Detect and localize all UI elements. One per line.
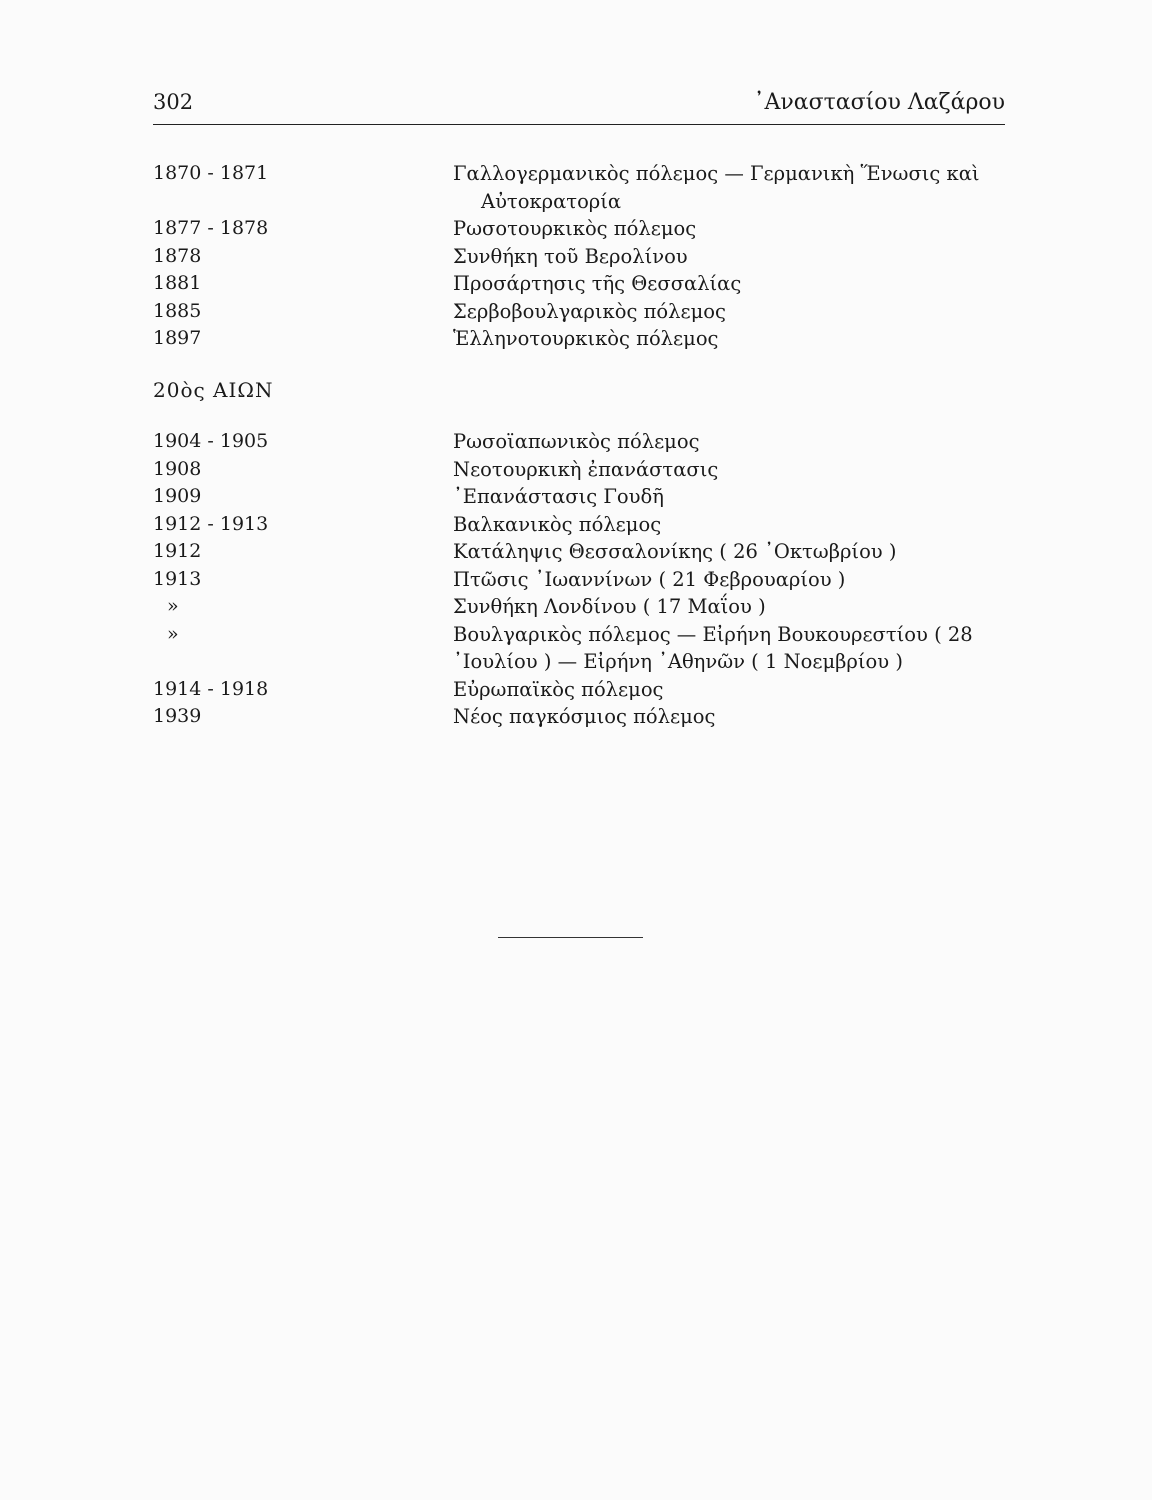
entry-year: 1908 <box>153 457 202 480</box>
entry-year-ditto: » <box>167 622 179 645</box>
entry-event: ᾽Επανάστασις Γουδῆ <box>453 485 664 508</box>
entry-event-text: Γαλλογερμανικὸς πόλεμος — Γερμανικὴ Ἕνωσις καὶ <box>453 162 980 185</box>
entry-event-continuation: Αὐτοκρατορία <box>481 189 622 213</box>
entry-year: 1939 <box>153 705 202 727</box>
chronology-entry <box>153 298 1013 326</box>
chronology-entry <box>153 538 1013 566</box>
entry-event: Νέος παγκόσμιος πόλεμος <box>453 705 716 728</box>
chronology-entry <box>153 676 1013 704</box>
page-header <box>153 86 1005 125</box>
entry-year: 1914 - 1918 <box>153 677 269 700</box>
entry-event: Ρωσοϊαπωνικὸς πόλεμος <box>453 430 700 453</box>
entry-year: 1881 <box>153 272 202 294</box>
entry-year: 1885 <box>153 299 202 322</box>
chronology-entry <box>153 593 1013 621</box>
chronology-entry <box>153 621 1013 676</box>
entry-event <box>453 160 1013 215</box>
chronology-entry <box>153 215 1013 243</box>
entry-event: Συνθήκη Λονδίνου ( 17 Μαΐου ) <box>453 595 766 618</box>
entry-event: Ρωσοτουρκικὸς πόλεμος <box>453 217 697 240</box>
entry-event-text: Βουλγαρικὸς πόλεμος — Εἰρήνη Βουκουρεστίου ( 28 <box>453 622 973 646</box>
entry-event: Πτῶσις ᾽Ιωαννίνων ( 21 Φεβρουαρίου ) <box>453 567 846 591</box>
running-head: ᾽Αναστασίου Λαζάρου <box>753 90 1005 115</box>
entry-year: 1878 <box>153 244 202 267</box>
chronology-entry <box>153 270 1013 298</box>
entry-year: 1913 <box>153 567 202 590</box>
entry-year: 1912 - 1913 <box>153 512 269 535</box>
chronology-entry <box>153 703 1013 731</box>
entry-year: 1870 - 1871 <box>153 162 269 184</box>
entry-event: Κατάληψις Θεσσαλονίκης ( 26 ᾽Οκτωβρίου ) <box>453 540 897 563</box>
chronology-entry <box>153 456 1013 484</box>
entry-event-continuation: ᾽Ιουλίου ) — Εἰρήνη ᾽Αθηνῶν ( 1 Νοεμβρίου ) <box>453 650 903 673</box>
entry-year: 1904 - 1905 <box>153 430 269 452</box>
entry-year: 1877 - 1878 <box>153 217 269 239</box>
end-divider <box>498 937 643 938</box>
chronology-entry <box>153 483 1013 511</box>
entry-event: Νεοτουρκικὴ ἐπανάστασις <box>453 457 719 481</box>
entry-year: 1909 <box>153 485 202 507</box>
chronology-list <box>153 160 1013 731</box>
chronology-entry <box>153 428 1013 456</box>
chronology-entry <box>153 243 1013 271</box>
chronology-entry <box>153 566 1013 594</box>
chronology-entry <box>153 325 1013 353</box>
entry-event: Συνθήκη τοῦ Βερολίνου <box>453 244 688 268</box>
chronology-entry <box>153 160 1013 215</box>
century-heading: 20ὸς ΑΙΩΝ <box>153 377 274 402</box>
entry-event: Ἑλληνοτουρκικὸς πόλεμος <box>453 327 719 350</box>
entry-event: Προσάρτησις τῆς Θεσσαλίας <box>453 272 742 295</box>
chronology-entry <box>153 511 1013 539</box>
page-number: 302 <box>153 90 194 114</box>
entry-year: 1912 <box>153 540 202 562</box>
entry-event: Βαλκανικὸς πόλεμος <box>453 512 662 536</box>
entry-event <box>453 621 1013 676</box>
entry-year-ditto: » <box>167 595 179 617</box>
entry-event: Σερβοβουλγαρικὸς πόλεμος <box>453 299 726 323</box>
entry-event: Εὐρωπαϊκὸς πόλεμος <box>453 677 664 701</box>
entry-year: 1897 <box>153 327 202 349</box>
